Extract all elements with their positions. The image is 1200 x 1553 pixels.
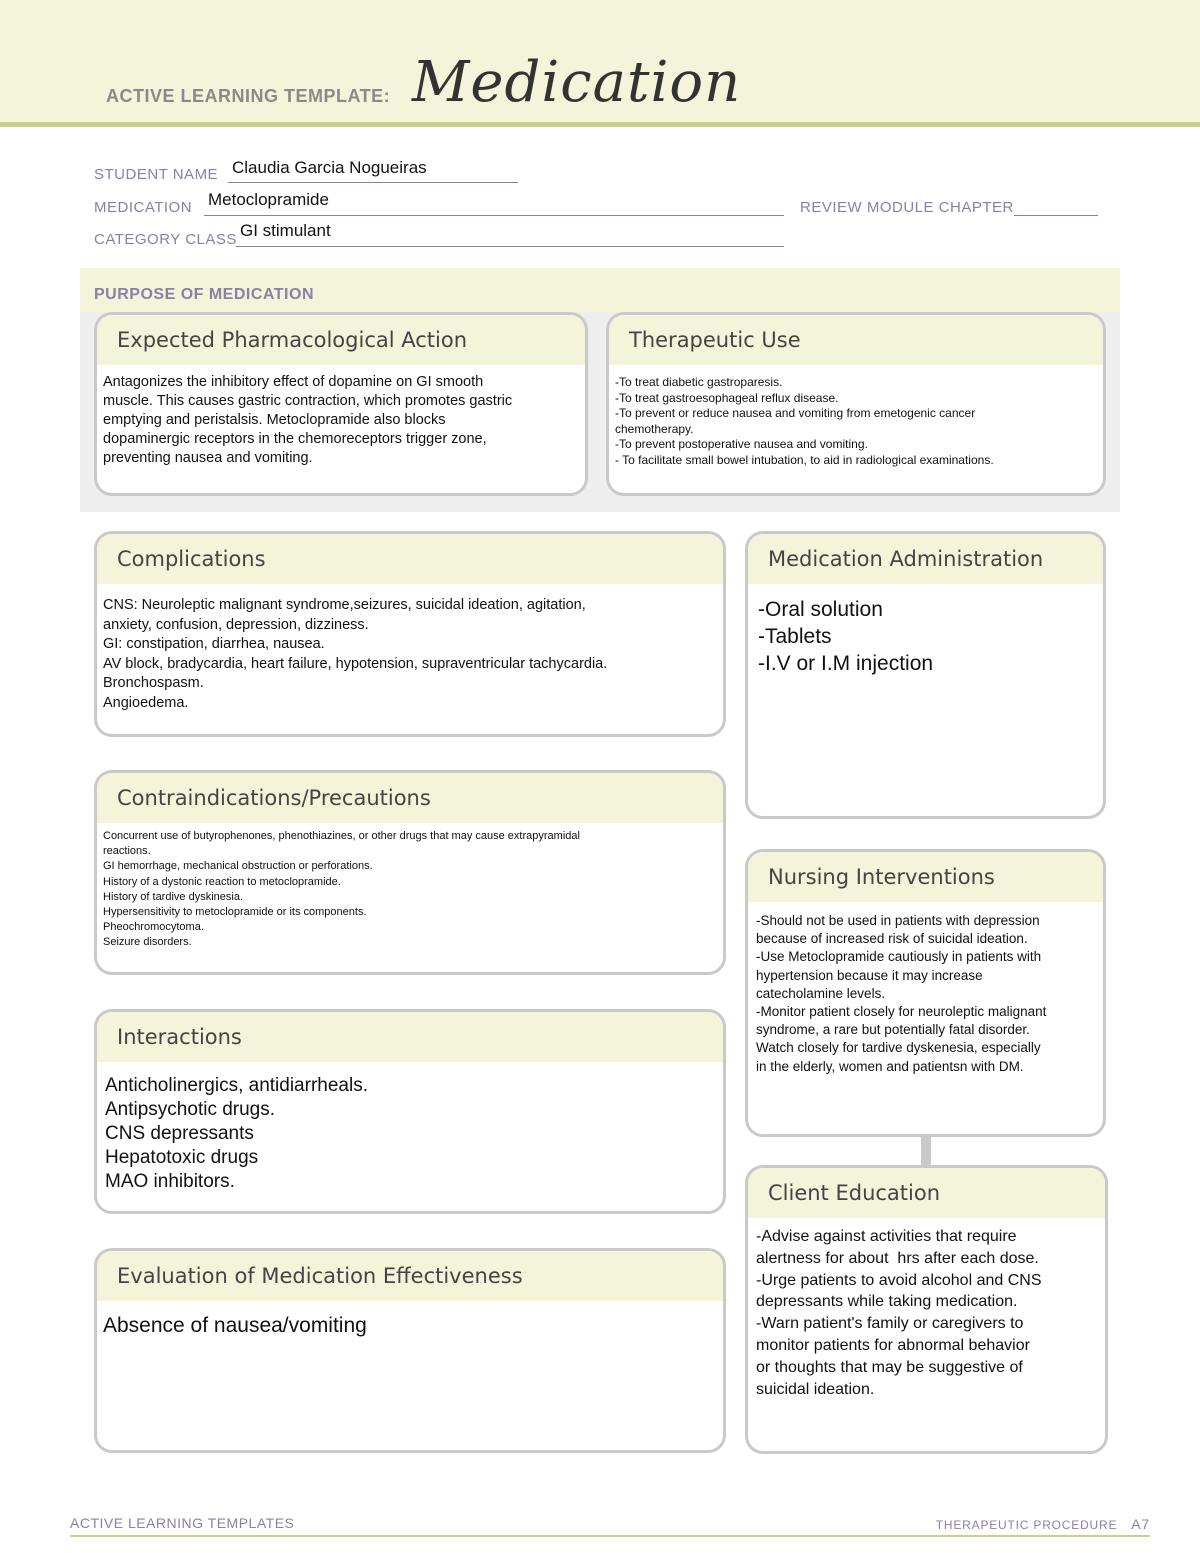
- evaluation-title: Evaluation of Medication Effectiveness: [117, 1264, 523, 1288]
- student-name-label: STUDENT NAME: [94, 166, 219, 183]
- footer-right-label: [936, 1516, 1150, 1532]
- text-line: Watch closely for tardive dyskenesia, especially: [756, 1040, 1041, 1056]
- student-name-field[interactable]: Claudia Garcia Nogueiras: [232, 158, 427, 177]
- therapeutic-use-body[interactable]: [609, 365, 1103, 468]
- therapeutic-use-box: [606, 312, 1106, 496]
- review-module-label: REVIEW MODULE CHAPTER: [800, 199, 1014, 216]
- client-education-title: Client Education: [768, 1181, 941, 1205]
- text-line: preventing nausea and vomiting.: [103, 450, 313, 466]
- text-line: Angioedema.: [103, 694, 189, 711]
- text-line: -Monitor patient closely for neuroleptic malignant: [756, 1004, 1047, 1020]
- complications-box: [94, 531, 726, 737]
- expected-action-title: Expected Pharmacological Action: [117, 328, 468, 352]
- interactions-box: [94, 1009, 726, 1214]
- text-line: -To treat diabetic gastroparesis.: [615, 375, 783, 389]
- text-line: - To facilitate small bowel intubation, to aid in radiological examinations.: [615, 452, 994, 467]
- text-line: dopaminergic receptors in the chemoreceptors trigger zone,: [103, 431, 487, 447]
- purpose-label: PURPOSE OF MEDICATION: [94, 286, 314, 303]
- administration-body[interactable]: [748, 584, 1103, 677]
- text-line: emptying and peristalsis. Metoclopramide also blocks: [103, 412, 446, 428]
- text-line: -Should not be used in patients with depression: [756, 913, 1040, 928]
- category-class-label: CATEGORY CLASS: [94, 231, 237, 248]
- student-name-line: [228, 182, 518, 183]
- text-line: -To treat gastroesophageal reflux disease.: [615, 390, 839, 405]
- administration-box: [745, 531, 1106, 819]
- administration-header: [748, 534, 1103, 584]
- medication-field[interactable]: Metoclopramide: [208, 190, 329, 209]
- complications-header: [97, 534, 723, 584]
- text-line: -Urge patients to avoid alcohol and CNS: [756, 1271, 1042, 1289]
- client-education-body[interactable]: [748, 1218, 1105, 1400]
- expected-action-body[interactable]: [97, 365, 585, 468]
- client-education-header: [748, 1168, 1105, 1218]
- nursing-header: [748, 852, 1103, 902]
- text-line: -I.V or I.M injection: [758, 652, 934, 675]
- text-line: Antipsychotic drugs.: [105, 1099, 276, 1120]
- text-line: -To prevent postoperative nausea and vomiting.: [615, 437, 868, 451]
- contraindications-body[interactable]: [97, 823, 723, 951]
- text-line: -Use Metoclopramide cautiously in patients with: [756, 949, 1042, 965]
- evaluation-header: [97, 1251, 723, 1301]
- text-line: GI hemorrhage, mechanical obstruction or perforations.: [103, 860, 373, 873]
- text-line: -Warn patient's family or caregivers to: [756, 1315, 1024, 1333]
- category-class-field[interactable]: GI stimulant: [240, 221, 331, 240]
- evaluation-body[interactable]: [97, 1301, 723, 1339]
- text-line: MAO inhibitors.: [105, 1171, 235, 1192]
- page-number: A7: [1131, 1516, 1150, 1532]
- medication-line: [204, 215, 784, 216]
- text-line: Antagonizes the inhibitory effect of dopamine on GI smooth: [103, 374, 484, 390]
- expected-action-header: [97, 315, 585, 365]
- text-line: History of tardive dyskinesia.: [103, 890, 243, 903]
- text-line: Pheochromocytoma.: [103, 921, 204, 934]
- client-education-box: [745, 1165, 1108, 1454]
- text-line: -Tablets: [758, 625, 832, 648]
- template-label: ACTIVE LEARNING TEMPLATE:: [106, 86, 391, 106]
- text-line: AV block, bradycardia, heart failure, hypotension, supraventricular tachycardia.: [103, 655, 608, 672]
- interactions-header: [97, 1012, 723, 1062]
- footer-procedure-label: THERAPEUTIC PROCEDURE: [935, 1518, 1118, 1532]
- medication-label: MEDICATION: [94, 199, 193, 216]
- text-line: chemotherapy.: [615, 421, 694, 436]
- text-line: Hypersensitivity to metoclopramide or its components.: [103, 906, 367, 919]
- text-line: suicidal ideation.: [756, 1380, 875, 1398]
- contraindications-box: [94, 770, 726, 975]
- text-line: Bronchospasm.: [103, 675, 204, 691]
- therapeutic-use-header: [609, 315, 1103, 365]
- text-line: -Oral solution: [758, 598, 883, 621]
- text-line: anxiety, confusion, depression, dizziness.: [103, 616, 369, 633]
- text-line: Absence of nausea/vomiting: [103, 1314, 367, 1337]
- header-rule: [0, 122, 1200, 127]
- text-line: alertness for about hrs after each dose.: [756, 1249, 1039, 1267]
- text-line: GI: constipation, diarrhea, nausea.: [103, 636, 325, 652]
- text-line: hypertension because it may increase: [756, 967, 983, 983]
- text-line: CNS: Neuroleptic malignant syndrome,seizures, suicidal ideation, agitation,: [103, 597, 586, 613]
- text-line: catecholamine levels.: [756, 985, 886, 1001]
- text-line: CNS depressants: [105, 1123, 254, 1144]
- expected-action-box: [94, 312, 588, 496]
- text-line: Seizure disorders.: [103, 936, 192, 949]
- interactions-title: Interactions: [117, 1025, 242, 1049]
- text-line: monitor patients for abnormal behavior: [756, 1336, 1030, 1354]
- footer-left-label: ACTIVE LEARNING TEMPLATES: [70, 1515, 295, 1531]
- page-title: Medication: [412, 50, 742, 115]
- nursing-box: [745, 849, 1106, 1137]
- contraindications-header: [97, 773, 723, 823]
- text-line: in the elderly, women and patientsn with DM.: [756, 1058, 1024, 1074]
- text-line: or thoughts that may be suggestive of: [756, 1358, 1023, 1376]
- text-line: -Advise against activities that require: [756, 1228, 1017, 1245]
- complications-body[interactable]: [97, 584, 723, 713]
- text-line: History of a dystonic reaction to metoclopramide.: [103, 875, 341, 888]
- text-line: depressants while taking medication.: [756, 1293, 1018, 1311]
- text-line: -To prevent or reduce nausea and vomiting from emetogenic cancer: [615, 406, 976, 420]
- therapeutic-use-title: Therapeutic Use: [629, 328, 801, 352]
- text-line: Concurrent use of butyrophenones, phenothiazines, or other drugs that may cause extrapyramidal: [103, 830, 580, 842]
- nursing-body[interactable]: [748, 902, 1103, 1076]
- evaluation-box: [94, 1248, 726, 1453]
- review-module-line: [1014, 215, 1098, 216]
- text-line: syndrome, a rare but potentially fatal disorder.: [756, 1022, 1030, 1038]
- text-line: reactions.: [103, 845, 151, 858]
- text-line: Hepatotoxic drugs: [105, 1147, 259, 1168]
- interactions-body[interactable]: [97, 1062, 723, 1194]
- complications-title: Complications: [117, 547, 266, 571]
- text-line: Anticholinergics, antidiarrheals.: [105, 1075, 368, 1096]
- administration-title: Medication Administration: [768, 547, 1044, 571]
- contraindications-title: Contraindications/Precautions: [117, 786, 431, 810]
- text-line: because of increased risk of suicidal ideation.: [756, 931, 1028, 947]
- footer-rule: [70, 1535, 1150, 1537]
- category-class-line: [236, 246, 784, 247]
- text-line: muscle. This causes gastric contraction, which promotes gastric: [103, 393, 513, 409]
- box-connector: [921, 1135, 931, 1167]
- nursing-title: Nursing Interventions: [768, 865, 995, 889]
